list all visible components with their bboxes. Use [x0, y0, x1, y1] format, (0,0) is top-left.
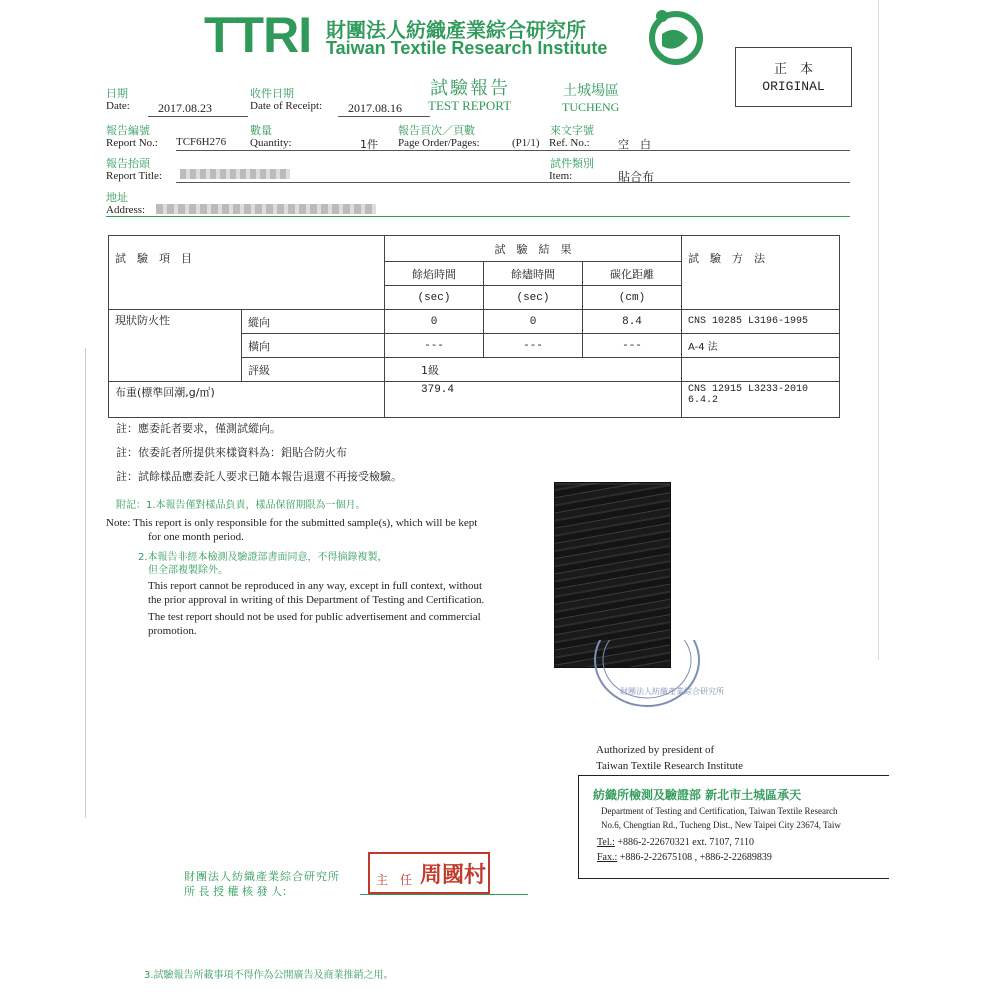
row-flammability-label: 現狀防火性 [109, 310, 242, 382]
fax-value: +886-2-22675108 , +886-2-22689839 [619, 852, 772, 863]
row-grade-label: 評級 [242, 358, 385, 382]
seal-text: 財團法人紡織產業綜合研究所 [620, 687, 724, 696]
ttri-logo: TTRI [204, 7, 312, 63]
tel-label: Tel.: [597, 837, 615, 848]
page-value: (P1/1) [512, 137, 540, 149]
ttri-emblem-icon [640, 4, 710, 70]
auth-line-2: Taiwan Textile Research Institute [596, 760, 744, 772]
table-cell: --- [484, 334, 583, 358]
stamp-name: 周國村 [420, 863, 487, 888]
method-cns-12915 [682, 382, 840, 418]
method-cns-12915-line1: CNS 12915 L3233-2010 [688, 384, 809, 395]
row-weft-label: 橫向 [242, 334, 385, 358]
auth-line-1: Authorized by president of [596, 744, 715, 756]
dept-fax [597, 852, 772, 863]
report-title-label-cn: 報告抬頭 [106, 157, 150, 170]
fax-label: Fax.: [597, 852, 618, 863]
tel-value: +886-2-22670321 ext. 7107, 7110 [617, 837, 755, 848]
note-1: 註：應委託者要求，僅測試縱向。 [116, 422, 281, 435]
note-2: 註：依委託者所提供來樣資料為：鋁貼合防火布 [116, 446, 347, 459]
page-edge-right [878, 0, 879, 660]
weight-value: 379.4 [385, 382, 682, 418]
remark-en-2b: the prior approval in writing of this Department of Testing and Certification. [148, 594, 485, 606]
footer-note: 3.試驗報告所載事項不得作為公開廣告及商業推銷之用。 [144, 970, 394, 981]
org-name-en: Taiwan Textile Research Institute [326, 38, 608, 58]
row4-rule [106, 216, 850, 217]
item-label-en: Item: [549, 170, 573, 182]
table-cell [682, 358, 840, 382]
address-label-en: Address: [106, 204, 146, 216]
item-label-cn: 試件類別 [550, 157, 594, 170]
unit-sec-2: (sec) [484, 286, 583, 310]
address-label-cn: 地址 [106, 191, 128, 204]
report-title-cn: 試驗報告 [430, 78, 510, 99]
original-cn: 正 本 [773, 62, 813, 77]
date-label-en: Date: [106, 100, 130, 112]
subcol-char-length: 碳化距離 [583, 262, 682, 286]
page-label-en: Page Order/Pages: [398, 137, 480, 149]
weight-label: 布重(標準回潮,g/㎡) [109, 382, 385, 418]
signer-rule [360, 894, 528, 895]
stamp-title: 主 任 [376, 873, 413, 887]
report-title-label-en: Report Title: [106, 170, 162, 182]
table-cell: 8.4 [583, 310, 682, 334]
quantity-value: 1件 [360, 138, 378, 151]
note-3: 註：試餘樣品應委託人要求已隨本報告退還不再接受檢驗。 [116, 470, 402, 483]
method-a4: A-4 法 [682, 334, 840, 358]
signer-org: 財團法人紡織產業綜合研究所 [184, 870, 340, 883]
remark-en-3a: The test report should not be used for public advertisement and commercial [148, 611, 481, 623]
dept-name-cn: 紡織所檢測及驗證部 新北市土城區承天 [593, 788, 802, 802]
results-table [108, 235, 840, 418]
receipt-date-value: 2017.08.16 [338, 101, 430, 117]
col-result-header: 試 驗 結 果 [385, 236, 682, 262]
report-no-label-en: Report No.: [106, 137, 158, 149]
subcol-afterflame: 餘焰時間 [385, 262, 484, 286]
date-value: 2017.08.23 [148, 101, 248, 117]
remark-cn-2a: 2.本報告非經本檢測及驗證部書面同意，不得摘錄複製， [138, 552, 388, 563]
report-no-value: TCF6H276 [176, 136, 227, 148]
org-name-cn: 財團法人紡織產業綜合研究所 [326, 18, 586, 42]
quantity-label-en: Quantity: [250, 137, 292, 149]
col-item-header: 試 驗 項 目 [109, 236, 385, 310]
remark-en-3b: promotion. [148, 625, 197, 637]
remark-en-1a: Note: This report is only responsible for the submitted sample(s), which will be kept [106, 517, 478, 529]
receipt-label-cn: 收件日期 [250, 87, 294, 100]
remark-en-2a: This report cannot be reproduced in any way, except in full context, without [148, 580, 483, 592]
dept-tel [597, 837, 754, 848]
report-no-label-cn: 報告編號 [106, 124, 150, 137]
remark-cn-2b: 但全部複製除外。 [148, 565, 228, 576]
table-cell: 0 [484, 310, 583, 334]
branch-en: TUCHENG [562, 100, 620, 114]
date-label-cn: 日期 [106, 87, 128, 100]
page-edge-line [85, 348, 86, 818]
dept-name-en: Department of Testing and Certification, Taiwan Textile Research [601, 806, 838, 816]
method-cns-10285: CNS 10285 L3196-1995 [682, 310, 840, 334]
unit-cm: (cm) [583, 286, 682, 310]
remark-cn-1: 附記：1.本報告僅對樣品負責，樣品保留期限為一個月。 [116, 500, 366, 511]
item-value: 貼合布 [618, 170, 655, 184]
official-seal-icon [592, 640, 702, 710]
dept-address: No.6, Chengtian Rd., Tucheng Dist., New Taipei City 23674, Taiw [601, 820, 841, 830]
grade-value: 1級 [385, 358, 682, 382]
ref-label-cn: 來文字號 [550, 124, 594, 137]
signer-title: 所 長 授 權 核 發 人： [184, 885, 293, 898]
method-cns-12915-line2: 6.4.2 [688, 395, 719, 406]
signature-stamp [368, 852, 490, 894]
quantity-label-cn: 數量 [250, 124, 272, 137]
remark-en-1b: for one month period. [148, 531, 244, 543]
table-cell: 0 [385, 310, 484, 334]
receipt-label-en: Date of Receipt: [250, 100, 323, 112]
subcol-afterglow: 餘燼時間 [484, 262, 583, 286]
table-cell: --- [583, 334, 682, 358]
page-label-cn: 報告頁次／頁數 [398, 124, 475, 137]
col-method-header: 試 驗 方 法 [682, 236, 840, 310]
row2-rule [176, 150, 850, 151]
row3-rule [176, 182, 850, 183]
table-cell: --- [385, 334, 484, 358]
ref-value: 空 白 [618, 138, 651, 151]
original-box [735, 47, 852, 107]
branch-cn: 土城場區 [563, 83, 619, 99]
dept-box [578, 775, 889, 879]
report-title-redacted [180, 169, 290, 179]
address-redacted [156, 204, 376, 214]
original-en: ORIGINAL [762, 79, 825, 94]
unit-sec-1: (sec) [385, 286, 484, 310]
report-title-en: TEST REPORT [428, 98, 512, 113]
ref-label-en: Ref. No.: [549, 137, 590, 149]
row-warp-label: 縱向 [242, 310, 385, 334]
